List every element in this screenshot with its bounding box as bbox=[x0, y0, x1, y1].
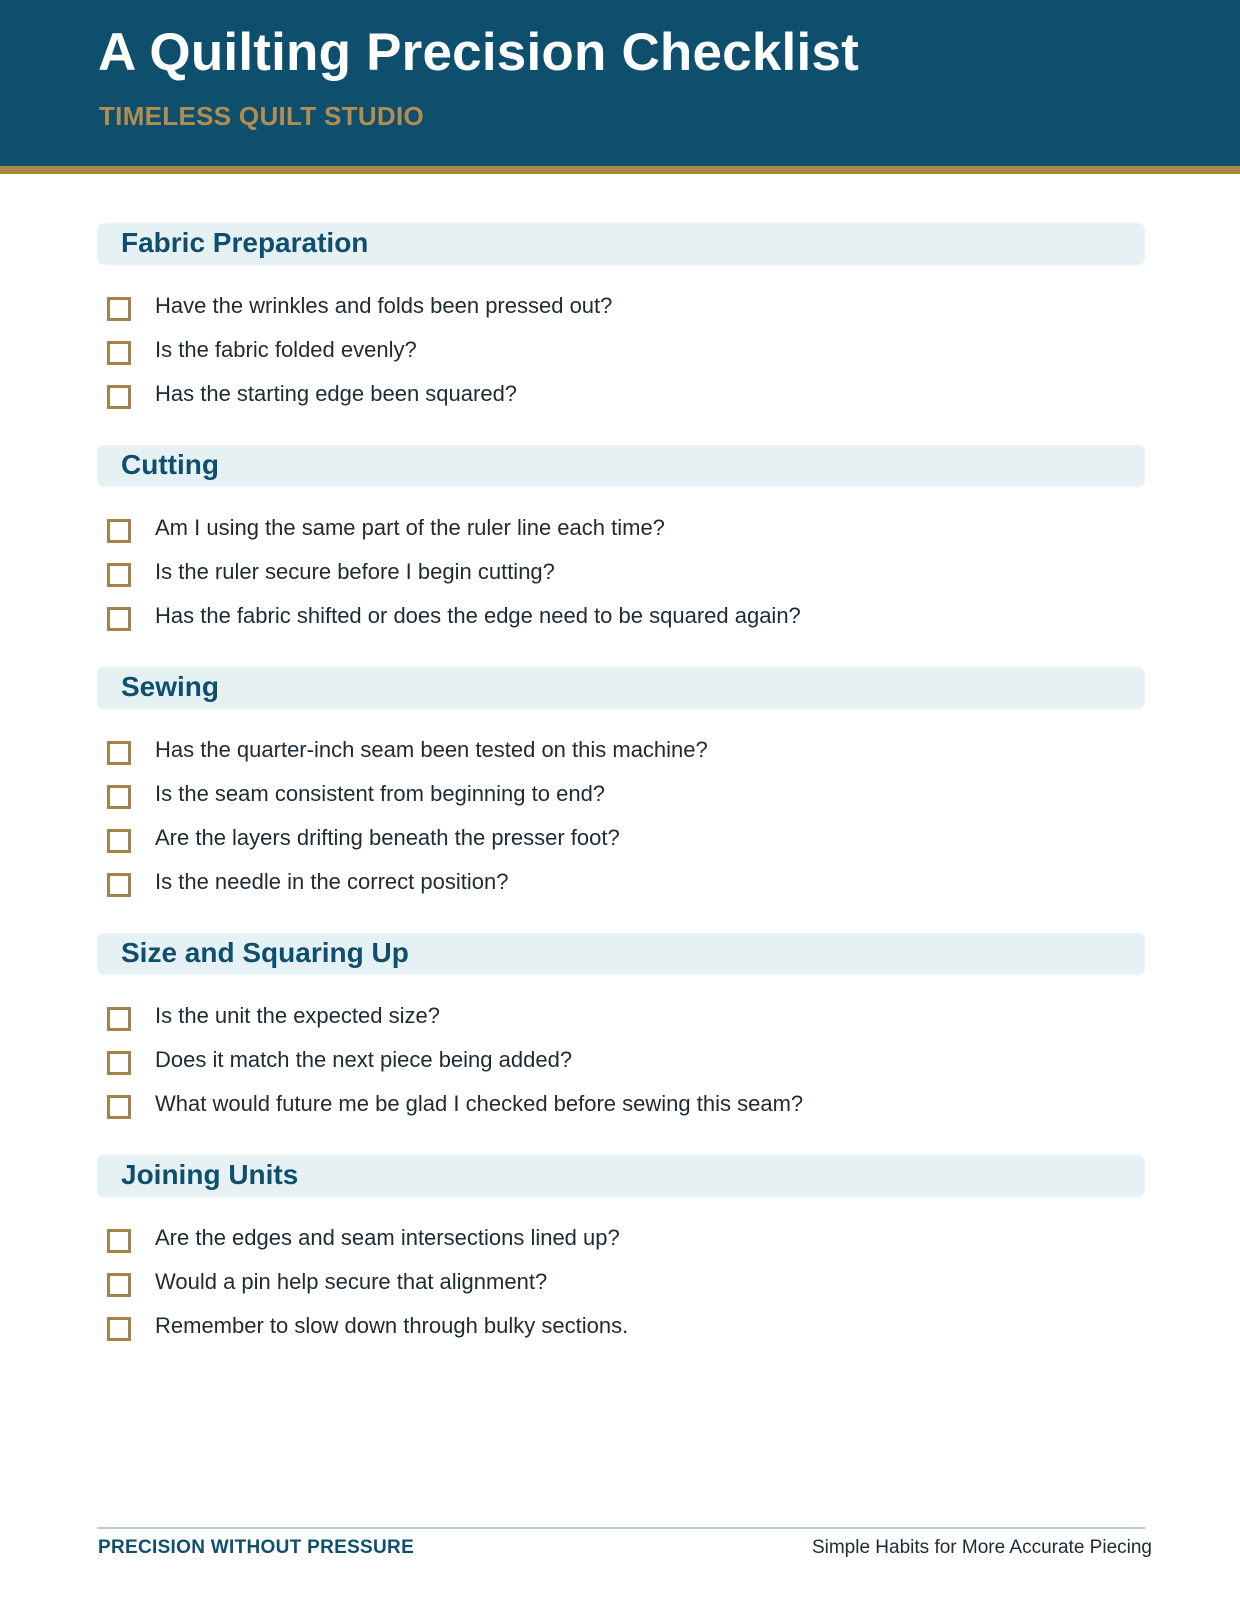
checklist-item[interactable] bbox=[97, 289, 1145, 333]
section-cutting bbox=[97, 445, 1145, 667]
section-fabric-preparation bbox=[97, 223, 1145, 445]
checklist bbox=[97, 709, 1145, 933]
checklist-item[interactable] bbox=[97, 377, 1145, 421]
checkbox[interactable] bbox=[107, 385, 131, 409]
page-title: A Quilting Precision Checklist bbox=[98, 23, 859, 82]
checkbox[interactable] bbox=[107, 1095, 131, 1119]
checkbox[interactable] bbox=[107, 1317, 131, 1341]
checklist-item[interactable] bbox=[97, 555, 1145, 599]
checklist-item-text: Has the quarter-inch seam been tested on this machine? bbox=[155, 737, 708, 762]
checklist bbox=[97, 487, 1145, 667]
section-size-and-squaring-up bbox=[97, 933, 1145, 1155]
checkbox[interactable] bbox=[107, 519, 131, 543]
page-subtitle: TIMELESS QUILT STUDIO bbox=[99, 101, 425, 131]
checkbox[interactable] bbox=[107, 1229, 131, 1253]
checkbox[interactable] bbox=[107, 1273, 131, 1297]
checklist-item-text: Is the needle in the correct position? bbox=[155, 869, 509, 894]
checklist-item-text: What would future me be glad I checked before sewing this seam? bbox=[155, 1091, 804, 1116]
section-heading: Sewing bbox=[97, 667, 1145, 709]
section-sewing bbox=[97, 667, 1145, 933]
section-heading: Size and Squaring Up bbox=[97, 933, 1145, 975]
checkbox[interactable] bbox=[107, 297, 131, 321]
checklist-item-text: Would a pin help secure that alignment? bbox=[155, 1269, 548, 1294]
checkbox[interactable] bbox=[107, 829, 131, 853]
checklist bbox=[97, 265, 1145, 445]
footer-subtitle: Simple Habits for More Accurate Piecing bbox=[811, 1537, 1152, 1558]
checklist-item[interactable] bbox=[97, 777, 1145, 821]
checklist-item[interactable] bbox=[97, 511, 1145, 555]
checklist-item-text: Have the wrinkles and folds been pressed out? bbox=[155, 293, 613, 318]
checklist-item-text: Remember to slow down through bulky sections. bbox=[155, 1313, 629, 1338]
checklist-item[interactable] bbox=[97, 1309, 1145, 1353]
checkbox[interactable] bbox=[107, 1007, 131, 1031]
checklist-item-text: Has the fabric shifted or does the edge need to be squared again? bbox=[155, 603, 801, 628]
checklist-item[interactable] bbox=[97, 865, 1145, 909]
checklist-item[interactable] bbox=[97, 733, 1145, 777]
checklist-item[interactable] bbox=[97, 599, 1145, 643]
section-heading: Cutting bbox=[97, 445, 1145, 487]
section-joining-units bbox=[97, 1155, 1145, 1377]
checklist-item-text: Is the fabric folded evenly? bbox=[155, 337, 417, 362]
checklist bbox=[97, 975, 1145, 1155]
checkbox[interactable] bbox=[107, 341, 131, 365]
checkbox[interactable] bbox=[107, 741, 131, 765]
checkbox[interactable] bbox=[107, 563, 131, 587]
checkbox[interactable] bbox=[107, 873, 131, 897]
checklist-item[interactable] bbox=[97, 1087, 1145, 1131]
checklist-item[interactable] bbox=[97, 999, 1145, 1043]
checklist-content bbox=[97, 223, 1145, 1377]
checklist-item-text: Has the starting edge been squared? bbox=[155, 381, 518, 406]
checklist-item[interactable] bbox=[97, 1221, 1145, 1265]
section-heading: Joining Units bbox=[97, 1155, 1145, 1197]
checkbox[interactable] bbox=[107, 607, 131, 631]
footer-tagline: PRECISION WITHOUT PRESSURE bbox=[98, 1537, 415, 1558]
checklist-item[interactable] bbox=[97, 821, 1145, 865]
checklist-item-text: Is the seam consistent from beginning to end? bbox=[155, 781, 606, 806]
checklist-item-text: Am I using the same part of the ruler line each time? bbox=[155, 515, 665, 540]
checkbox[interactable] bbox=[107, 785, 131, 809]
footer-divider bbox=[97, 1527, 1145, 1529]
checklist-item-text: Are the edges and seam intersections lined up? bbox=[155, 1225, 620, 1250]
checklist-item-text: Does it match the next piece being added? bbox=[155, 1047, 573, 1072]
page-header bbox=[0, 0, 1240, 174]
checklist-item-text: Are the layers drifting beneath the presser foot? bbox=[155, 825, 620, 850]
checklist-item[interactable] bbox=[97, 333, 1145, 377]
checklist bbox=[97, 1197, 1145, 1377]
section-heading: Fabric Preparation bbox=[97, 223, 1145, 265]
checklist-item[interactable] bbox=[97, 1043, 1145, 1087]
checklist-item-text: Is the ruler secure before I begin cutting? bbox=[155, 559, 555, 584]
checkbox[interactable] bbox=[107, 1051, 131, 1075]
checklist-item-text: Is the unit the expected size? bbox=[155, 1003, 440, 1028]
checklist-item[interactable] bbox=[97, 1265, 1145, 1309]
